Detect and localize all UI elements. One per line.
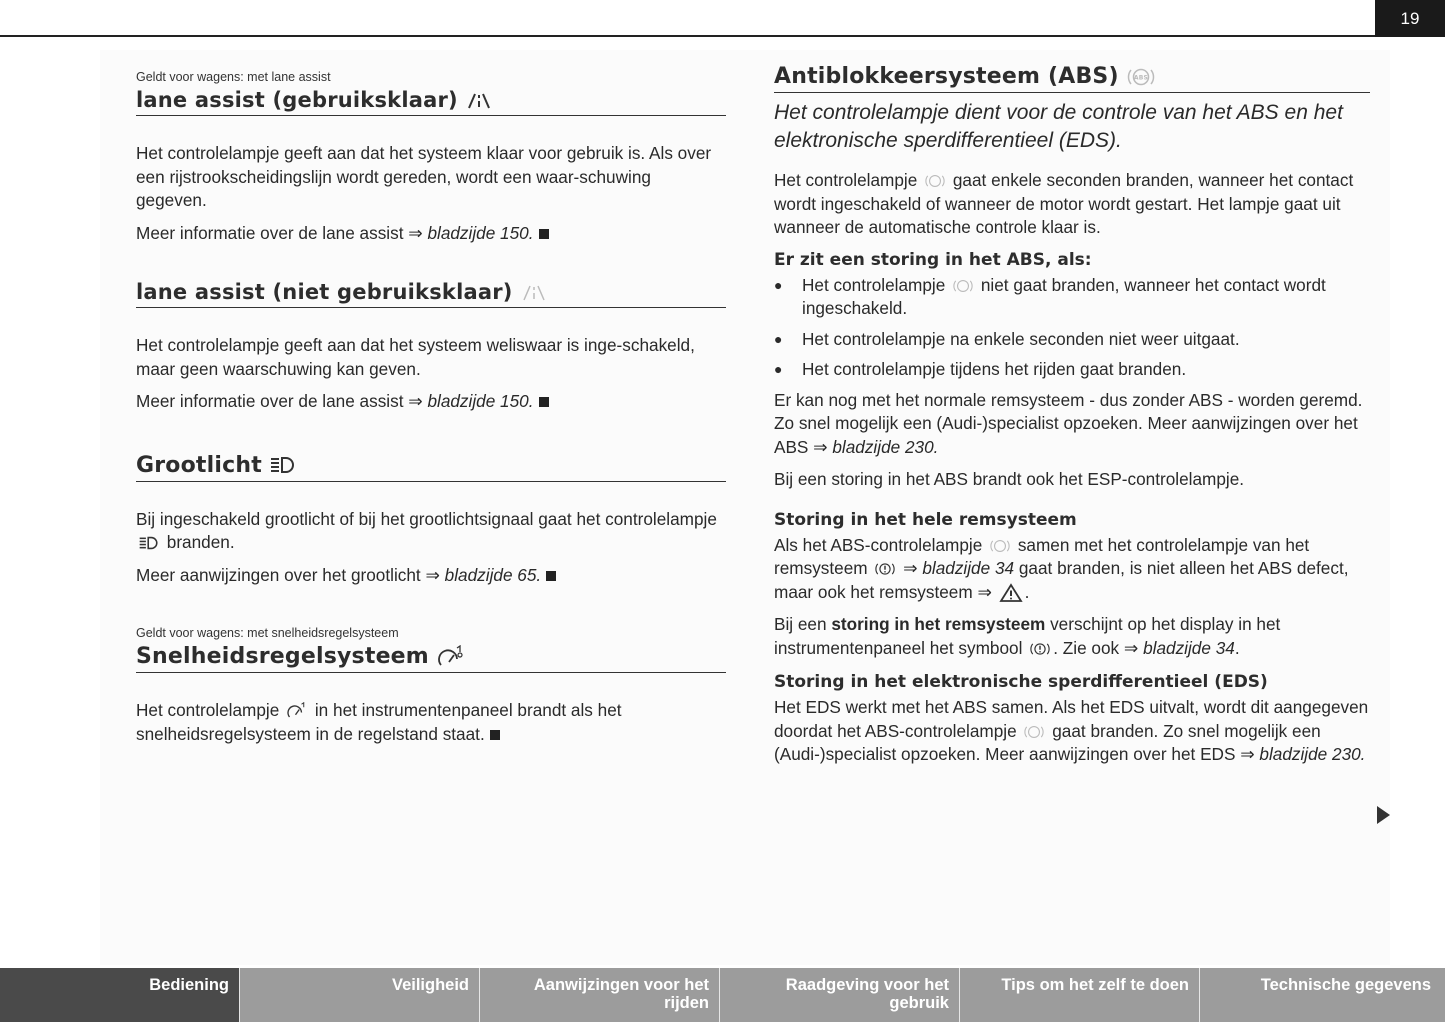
chapter-tabs bbox=[0, 968, 1445, 1022]
text: branden. bbox=[162, 532, 235, 552]
text: Als het ABS-controlelampje bbox=[774, 534, 988, 555]
end-mark bbox=[539, 397, 549, 407]
tab-aanwijzingen-rijden[interactable]: Aanwijzingen voor het rijden bbox=[480, 968, 720, 1022]
applies-note-cruise: Geldt voor wagens: met snelheidsregelsysteem bbox=[136, 626, 399, 640]
lane-assist-icon bbox=[466, 91, 492, 109]
brake-p4: Als het ABS-controlelampje samen met het controlelampje van het remsysteem ⇒ bladzijde 34 gaat branden, is niet alleen het ABS defect, maar ook het remsysteem ⇒ . bbox=[774, 534, 1349, 602]
text: Het controlelampje bbox=[774, 170, 923, 190]
bullet-icon: ● bbox=[774, 276, 783, 293]
lane-ready-more bbox=[136, 222, 726, 246]
brake-p5: Bij een storing in het remsysteem verschijnt op het display in het instrumentenpaneel het symbool . Zie ook ⇒ bladzijde 34. bbox=[774, 614, 1281, 658]
section-title-lane-not-ready bbox=[136, 280, 726, 308]
bullet-icon: ● bbox=[774, 330, 783, 347]
page-reference-link[interactable]: bladzijde 230. bbox=[1259, 744, 1366, 764]
brake-fault-heading: Storing in het hele remsysteem bbox=[774, 509, 1077, 530]
title-text: Snelheidsregelsysteem bbox=[136, 644, 429, 669]
section-title-lane-ready bbox=[136, 88, 726, 116]
page-reference-link[interactable]: bladzijde 65. bbox=[444, 564, 542, 585]
section-title-abs bbox=[774, 64, 1370, 93]
more-text: Meer informatie over de lane assist ⇒ bbox=[136, 222, 428, 243]
section-title-high-beam bbox=[136, 453, 726, 482]
text: . Zie ook ⇒ bbox=[1053, 637, 1144, 658]
cruise-desc bbox=[136, 699, 726, 746]
eds-p6 bbox=[774, 696, 1370, 767]
tab-technische-gegevens[interactable]: Technische gegevens bbox=[1260, 976, 1431, 994]
end-mark bbox=[490, 730, 500, 740]
abs-icon bbox=[1023, 724, 1045, 740]
left-column bbox=[136, 70, 726, 755]
text: ⇒ bbox=[898, 558, 923, 578]
right-column bbox=[774, 64, 1370, 776]
tab-veiligheid[interactable]: Veiligheid bbox=[240, 968, 480, 1022]
list-item bbox=[774, 358, 1370, 382]
warning-triangle-icon bbox=[999, 583, 1023, 603]
page-reference-link[interactable]: bladzijde 150. bbox=[427, 391, 534, 411]
lane-not-ready-more bbox=[136, 390, 726, 414]
text: verschijnt op het display in het instrumentenpaneel het symbool bbox=[774, 614, 1281, 658]
abs-icon bbox=[952, 278, 974, 294]
abs-lead: Het controlelampje dient voor de controle van het ABS en het elektronische sperdifferentieel (EDS). bbox=[774, 101, 1343, 152]
bold-text: storing in het remsysteem bbox=[831, 614, 1046, 634]
eds-fault-heading: Storing in het elektronische sperdifferentieel (EDS) bbox=[774, 672, 1268, 692]
bullet-text bbox=[802, 274, 1370, 321]
text: gaat enkele seconden branden, wanneer het contact wordt ingeschakeld of wanneer de motor wordt gestart. Het lampje gaat uit wanneer de automatische controle klaar is. bbox=[774, 170, 1354, 237]
brake-warning-icon bbox=[874, 561, 896, 577]
section-title-cruise bbox=[136, 644, 726, 673]
title-text: Antiblokkeersysteem (ABS) bbox=[774, 64, 1119, 89]
page-number: 19 bbox=[1375, 0, 1445, 37]
list-item bbox=[774, 328, 1370, 352]
abs-icon bbox=[924, 173, 946, 189]
text: gaat branden. Zo snel mogelijk een (Audi-)specialist opzoeken. Meer aanwijzingen over het EDS ⇒ bbox=[774, 720, 1321, 764]
tab-raadgeving-gebruik[interactable]: Raadgeving voor het gebruik bbox=[720, 968, 960, 1022]
list-item bbox=[774, 274, 1370, 321]
text: Er kan nog met het normale remsysteem - dus zonder ABS - worden geremd. Zo snel mogelijk een (Audi-)specialist opzoeken. Meer aanwijzingen over het ABS ⇒ bbox=[774, 389, 1363, 457]
text: Het controlelampje bbox=[802, 274, 951, 295]
next-page-arrow-icon[interactable] bbox=[1377, 806, 1390, 824]
more-text: Meer aanwijzingen over het grootlicht ⇒ bbox=[136, 564, 445, 585]
tab-bediening[interactable]: Bediening bbox=[0, 968, 240, 1022]
lane-assist-inactive-icon bbox=[521, 283, 547, 301]
end-mark bbox=[546, 571, 556, 581]
bullet-text: Het controlelampje na enkele seconden niet weer uitgaat. bbox=[802, 328, 1240, 349]
header-rule bbox=[0, 35, 1375, 37]
text: Bij ingeschakeld grootlicht of bij het grootlichtsignaal gaat het controlelampje bbox=[136, 508, 717, 529]
page-reference-link[interactable]: bladzijde 34 bbox=[922, 558, 1015, 578]
end-mark bbox=[539, 229, 549, 239]
text: samen met het controlelampje van het remsysteem bbox=[774, 534, 1310, 578]
page-reference-link[interactable]: bladzijde 230. bbox=[832, 436, 939, 457]
text: Het controlelampje bbox=[136, 700, 285, 720]
high-beam-icon bbox=[138, 536, 160, 550]
abs-fault-heading: Er zit een storing in het ABS, als: bbox=[774, 249, 1092, 270]
abs-p3: Bij een storing in het ABS brandt ook het ESP-controlelampje. bbox=[774, 469, 1245, 489]
abs-p1 bbox=[774, 169, 1370, 240]
cruise-control-icon bbox=[286, 702, 308, 720]
tab-tips-zelf-doen[interactable]: Tips om het zelf te doen bbox=[960, 968, 1200, 1022]
high-beam-more bbox=[136, 564, 726, 588]
text: gaat branden, is niet alleen het ABS defect, maar ook het remsysteem ⇒ bbox=[774, 558, 1349, 602]
page-reference-link[interactable]: bladzijde 150. bbox=[427, 222, 534, 243]
text: Bij een bbox=[774, 614, 832, 634]
text: in het instrumentenpaneel brandt als het snelheidsregelsysteem in de regelstand staat. bbox=[136, 700, 622, 744]
brake-warning-icon bbox=[1029, 641, 1051, 657]
lane-ready-desc: Het controlelampje geeft aan dat het systeem klaar voor gebruik is. Als over een rijstrookscheidingslijn wordt gereden, wordt een waar-schuwing gegeven. bbox=[136, 143, 712, 210]
title-text: lane assist (gebruiksklaar) bbox=[136, 88, 458, 112]
bullet-text: Het controlelampje tijdens het rijden gaat branden. bbox=[802, 359, 1187, 379]
abs-icon bbox=[989, 538, 1011, 554]
title-text: lane assist (niet gebruiksklaar) bbox=[136, 280, 513, 304]
lane-not-ready-desc: Het controlelampje geeft aan dat het systeem weliswaar is inge-schakeld, maar geen waarschuwing kan geven. bbox=[136, 335, 695, 379]
high-beam-icon bbox=[270, 456, 296, 474]
more-text: Meer informatie over de lane assist ⇒ bbox=[136, 391, 428, 411]
text: niet gaat branden, wanneer het contact wordt ingeschakeld. bbox=[802, 274, 1326, 318]
abs-p2 bbox=[774, 389, 1370, 460]
page-reference-link[interactable]: bladzijde 34 bbox=[1143, 637, 1235, 658]
text: Het EDS werkt met het ABS samen. Als het EDS uitvalt, wordt dit aangegeven doordat het ABS-controlelampje bbox=[774, 697, 1369, 741]
high-beam-desc bbox=[136, 508, 726, 555]
svg-text:ABS: ABS bbox=[1133, 74, 1148, 81]
abs-icon bbox=[1127, 66, 1155, 88]
title-text: Grootlicht bbox=[136, 452, 262, 478]
applies-note-lane: Geldt voor wagens: met lane assist bbox=[136, 70, 331, 84]
cruise-control-icon bbox=[437, 645, 465, 669]
bullet-icon: ● bbox=[774, 361, 783, 377]
